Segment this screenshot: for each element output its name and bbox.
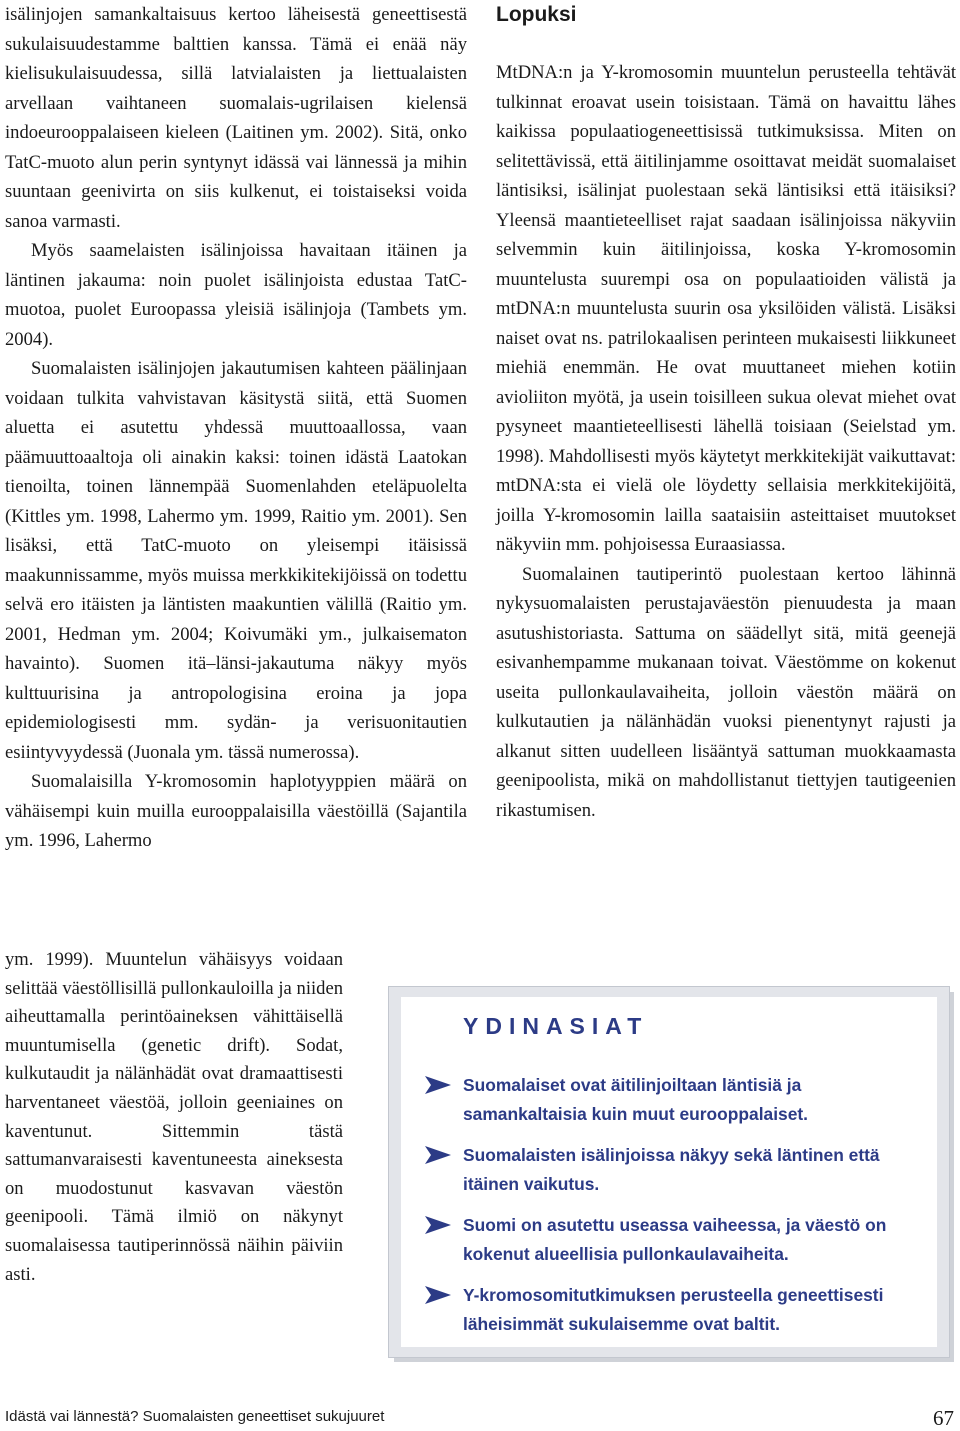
arrowhead-bullet-icon	[423, 1145, 453, 1165]
arrowhead-bullet-icon	[423, 1075, 453, 1095]
key-point-item	[423, 1211, 913, 1269]
key-point-item	[423, 1281, 913, 1339]
paragraph: Suomalainen tautiperintö puolestaan kertoo lähinnä nykysuomalaisten perustajaväestön pienuudesta ja maan asutushistoriasta. Sattuma on säädellyt sitä, mitä geenejä esivanhempamme mukanaan toivat. Väestömme on kokenut useita pullonkaulavaiheita, jolloin väestön määrä on kulkutautien ja nälänhädän vuoksi pienentynyt rajusti ja alkanut sitten uudelleen lisääntyä sattuman muokkaamasta geenipoolista, mikä on mahdollistanut tiettyjen tautigeenien rikastumisen.	[496, 563, 956, 821]
running-footer-title: Idästä vai lännestä? Suomalaisten geneettiset sukujuuret	[5, 1408, 385, 1425]
key-point-text: Suomi on asutettu useassa vaiheessa, ja väestö on kokenut alueellisia pullonkaulavaiheita.	[463, 1215, 887, 1264]
page-number: 67	[933, 1406, 954, 1430]
key-points-panel	[401, 997, 937, 1347]
paragraph: Suomalaisten isälinjojen jakautumisen kahteen päälinjaan voidaan tulkita vahvistavan käsitystä siitä, että Suomen aluetta ei asutettu yhdessä muuttoaallossa, vaan päämuuttoaaltoja oli ainakin kaksi: toinen idästä Laatokan tienoilta, toinen lännempää Suomenlahden eteläpuolelta (Kittles ym. 1998, Lahermo ym. 1999, Raitio ym. 2001). Sen lisäksi, että TatC-muoto on yleisempi itäisissä maakunnissamme, myös muissa merkkikitekijöissä on todettu selvä ero itäisten ja läntisten maakuntien välillä (Raitio ym. 2001, Hedman ym. 2004; Koivumäki ym., julkaisematon havainto). Suomen itä–länsi-jakautuma näkyy myös kulttuurisina ja antropologisina eroina ja jopa epidemiologisesti mm. sydän- ja verisuonitautien esiintyvyydessä (Juonala ym. tässä numerossa).	[5, 358, 467, 763]
paragraph: isälinjojen samankaltaisuus kertoo läheisestä geneettisestä sukulaisuudestamme balttien kanssa. Tämä ei enää näy kielisukulaisuudessa, sillä latvialaisten ja liettualaisten arvellaan vaihtaneen suomalais-ugrilaisen kielensä indoeurooppalaiseen kieleen (Laitinen ym. 2002). Sitä, onko TatC-muoto alun perin syntynyt idässä vai lännessä ja mihin suuntaan geenivirta on siis kulkenut, ei toistaiseksi voida sanoa varmasti.	[5, 4, 467, 232]
paragraph: MtDNA:n ja Y-kromosomin muuntelun perusteella tehtävät tulkinnat eroavat usein toisistaan. Tämä on havaittu lähes kaikissa populaatiogeneettisissä tutkimuksissa. Miten on selitettävissä, että äitilinjamme osoittavat meidät suomalaiset läntisiksi, isälinjat puolestaan sekä läntisiksi että itäisiksi? Yleensä maantieteelliset rajat saadaan isälinjoissa näkyviin selvemmin kuin äitilinjoissa, koska Y-kromosomin muuntelusta suurempi osa on populaatioiden välistä ja mtDNA:n muuntelusta suurin osa yksilöiden välistä. Lisäksi naiset ovat ns. patrilokaalisen perinteen mukaisesti liikkuneet miehiä enemmän. He ovat muuttaneet miehen kotiin avioliiton myötä, ja usein toisilleen sukua olevat miehet ovat pysyneet maantieteellisesti lähellä toisiaan (Seielstad ym. 1998). Mahdollisesti myös käytetyt merkkitekijät vaikuttavat: mtDNA:sta ei vielä ole löydetty sellaisia merkkitekijöitä, joilla Y-kromosomin lailla saataisiin asteittaiset muutokset näkyviin mm. pohjoisessa Euraasiassa.	[496, 62, 956, 555]
key-point-text: Suomalaiset ovat äitilinjoiltaan läntisiä ja samankaltaisia kuin muut eurooppalaiset.	[463, 1075, 809, 1124]
arrowhead-bullet-icon	[423, 1215, 453, 1235]
section-heading: Lopuksi	[496, 3, 577, 26]
key-point-item	[423, 1141, 913, 1199]
right-column	[496, 0, 956, 825]
key-point-text: Suomalaisten isälinjoissa näkyy sekä läntinen että itäinen vaikutus.	[463, 1145, 880, 1194]
paragraph: Suomalaisilla Y-kromosomin haplotyyppien määrä on vähäisempi kuin muilla eurooppalaisilla väestöillä (Sajantila ym. 1996, Lahermo	[5, 771, 467, 851]
key-points-title: YDINASIAT	[463, 1013, 649, 1039]
arrowhead-bullet-icon	[423, 1285, 453, 1305]
paragraph: Myös saamelaisten isälinjoissa havaitaan itäinen ja läntinen jakauma: noin puolet isälinjoista edustaa TatC-muotoa, puolet Euroopassa yleisiä isälinjoja (Tambets ym. 2004).	[5, 240, 467, 350]
key-point-item	[423, 1071, 913, 1129]
left-column	[5, 0, 467, 856]
key-points-box	[388, 986, 950, 1358]
left-column-continuation: ym. 1999). Muuntelun vähäisyys voidaan selittää väestöllisillä pullonkauloilla ja niiden aiheuttamalla perintöaineksen vähittäisellä muuntumisella (genetic drift). Sodat, kulkutaudit ja nälänhädät ovat dramaattisesti harventaneet väestöä, jolloin geeniaines on kaventunut. Sittemmin tästä sattumanvaraisesti kaventuneesta aineksesta on muodostunut kasvavan väestön geenipooli. Tämä ilmiö on näkynyt suomalaisessa tautiperinnössä näihin päiviin asti.	[5, 949, 343, 1285]
key-point-text: Y-kromosomitutkimuksen perusteella geneettisesti läheisimmät sukulaisemme ovat baltit.	[463, 1285, 884, 1334]
